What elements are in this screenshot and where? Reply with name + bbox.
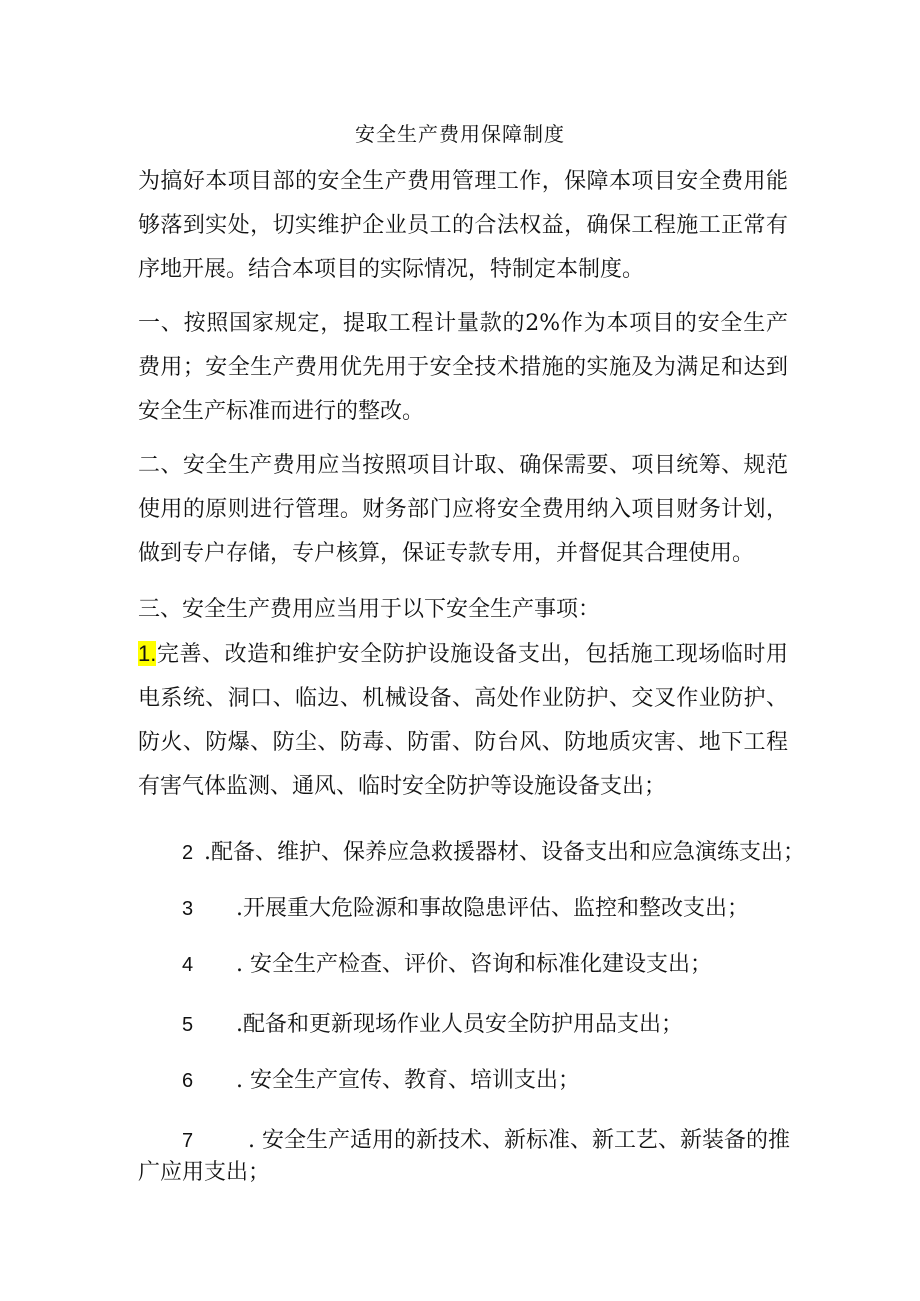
- list-item-5: [138, 1010, 788, 1040]
- item-text-2: .配备、维护、保养应急救援器材、设备支出和应急演练支出；: [204, 840, 805, 865]
- item-number-3: 3: [182, 898, 194, 920]
- document-title: 安全生产费用保障制度: [355, 122, 565, 146]
- item-text-1: 完善、改造和维护安全防护设施设备支出，包括施工现场临时用电系统、洞口、临边、机械设备、高处作业防护、交叉作业防护、防火、防爆、防尘、防毒、防雷、防台风、防地质灾害、地下工程有害气体监测、通风、临时安全防护等设施设备支出；: [138, 642, 788, 799]
- section-two-paragraph: 二、安全生产费用应当按照项目计取、确保需要、项目统筹、规范使用的原则进行管理。财务部门应将安全费用纳入项目财务计划，做到专户存储，专户核算，保证专款专用，并督促其合理使用。: [138, 453, 788, 566]
- list-item-4: [138, 950, 788, 980]
- item-number-7: 7: [182, 1130, 194, 1152]
- item-number-4: 4: [182, 954, 194, 976]
- intro-paragraph: 为搞好本项目部的安全生产费用管理工作，保障本项目安全费用能够落到实处，切实维护企业员工的合法权益，确保工程施工正常有序地开展。结合本项目的实际情况，特制定本制度。: [138, 169, 788, 282]
- item-number-5: 5: [182, 1014, 194, 1036]
- item-text-5: .配备和更新现场作业人员安全防护用品支出；: [236, 1012, 683, 1037]
- list-item-3: [138, 894, 788, 924]
- list-item-1: [138, 632, 788, 809]
- item-text-3: .开展重大危险源和事故隐患评估、监控和整改支出；: [236, 896, 749, 921]
- item-text-4: . 安全生产检查、评价、咨询和标准化建设支出；: [236, 952, 712, 977]
- item-text-6: . 安全生产宣传、教育、培训支出；: [236, 1068, 580, 1093]
- item-number-6: 6: [182, 1070, 194, 1092]
- item-number-2: 2: [182, 842, 194, 864]
- list-item-6: [138, 1066, 788, 1096]
- item-number-1-highlight: 1.: [138, 641, 157, 666]
- list-item-7: [138, 1126, 788, 1190]
- list-item-2: [138, 838, 805, 868]
- section-three-heading: 三、安全生产费用应当用于以下安全生产事项：: [138, 597, 601, 622]
- item-7-first-line: [138, 1126, 788, 1156]
- section-one-paragraph: 一、按照国家规定，提取工程计量款的2%作为本项目的安全生产费用；安全生产费用优先用于安全技术措施的实施及为满足和达到安全生产标准而进行的整改。: [138, 311, 788, 424]
- item-text-7-line1: . 安全生产适用的新技术、新标准、新工艺、新装备的推: [248, 1128, 790, 1153]
- item-text-7-line2: 广应用支出；: [138, 1160, 271, 1185]
